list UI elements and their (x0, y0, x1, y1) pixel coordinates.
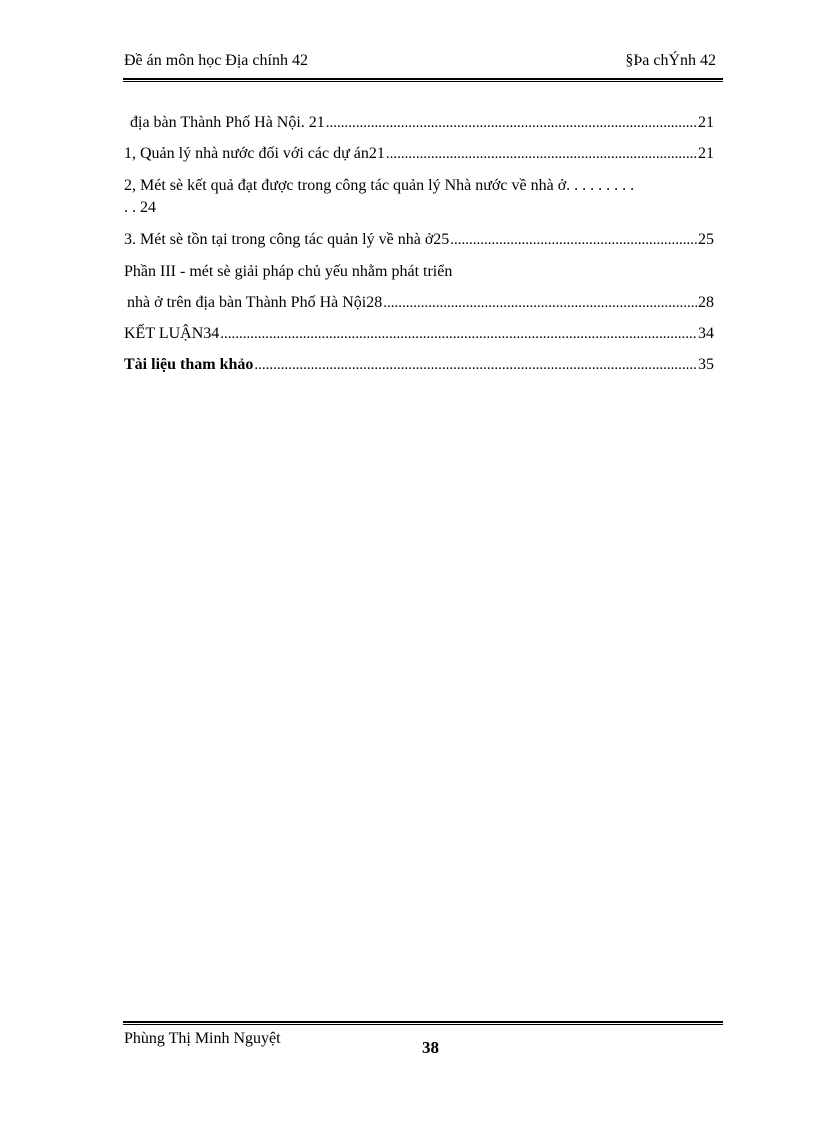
footer-rule (123, 1021, 723, 1023)
header-rule-thin (123, 81, 723, 82)
toc-entry-page: 21 (698, 145, 714, 162)
toc-entry-text: Tài liệu tham khảo (124, 356, 254, 373)
toc-entry-page: 35 (698, 356, 714, 373)
footer-author: Phùng Thị Minh Nguyệt (124, 1030, 281, 1047)
toc-entry (124, 325, 714, 347)
toc-entry (124, 263, 714, 285)
toc-entry (124, 356, 714, 378)
toc-entry (124, 114, 714, 136)
toc-leader-dots (220, 325, 697, 343)
toc-entry-text: KẾT LUẬN34 (124, 325, 220, 342)
toc-leader-dots (386, 145, 697, 163)
toc-entry (124, 231, 714, 253)
toc-entry-text: nhà ở trên địa bàn Thành Phố Hà Nội28 (127, 294, 383, 311)
footer-rule-thin (123, 1024, 723, 1025)
toc-entry (124, 294, 714, 316)
toc-leader-dots (450, 231, 697, 249)
header-right-title: §Þa chÝnh 42 (625, 52, 716, 69)
toc-entry (124, 145, 714, 167)
page-number: 38 (422, 1038, 439, 1057)
toc-entry-page: . . 24 (124, 199, 156, 216)
page-header (124, 52, 722, 78)
toc-entry (124, 177, 724, 199)
toc-entry-text: Phần III - mét sè giải pháp chủ yếu nhằm phát triển (124, 263, 453, 280)
toc-entry-page: 25 (698, 231, 714, 248)
toc-entry-page: 21 (698, 114, 714, 131)
toc-entry-text: 2, Mét sè kết quả đạt được trong công tác quản lý Nhà nước về nhà ở. . . . . . . . . (124, 177, 635, 194)
toc-entry-page: 28 (698, 294, 714, 311)
toc-leader-dots (254, 356, 697, 374)
toc-entry-text: 1, Quản lý nhà nước đối với các dự án21 (124, 145, 385, 162)
toc-entry-page: 34 (698, 325, 714, 342)
toc-entry-text: 3. Mét sè tồn tại trong công tác quản lý về nhà ở25 (124, 231, 450, 248)
toc-entry-continuation (124, 199, 714, 221)
toc-leader-dots (326, 114, 697, 132)
header-left-title: Đề án môn học Địa chính 42 (124, 52, 308, 69)
toc-entry-text: địa bàn Thành Phố Hà Nội. 21 (130, 114, 325, 131)
header-rule (123, 78, 723, 80)
toc-leader-dots (383, 294, 697, 312)
